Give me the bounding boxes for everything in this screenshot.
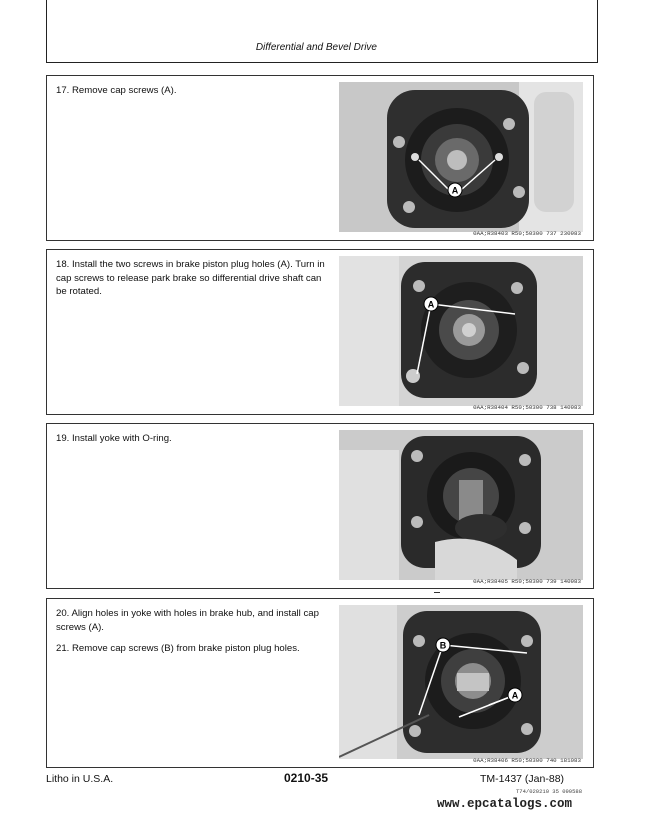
section-header [0,42,594,53]
step-17-photo [339,82,583,232]
step-19-panel [46,423,594,589]
step-18-instructions [56,258,331,307]
top-frame-right-rule [597,0,598,62]
step-19-photo-caption: 0AA;R38405 R50;50300 739 140983 [473,578,581,585]
watermark-link[interactable]: www.epcatalogs.com [437,797,573,811]
separator-mark [434,592,440,593]
step-17-instructions [56,84,331,106]
callout-a-label: A [451,185,459,196]
step-18-photo [339,256,583,406]
step-20-text: 20. Align holes in yoke with holes in brake hub, and install cap screws (A). [56,608,319,633]
manual-id: TM-1437 (Jan-88) [480,773,565,785]
step-17-photo-caption: 0AA;R38403 R50;50300 737 230983 [473,230,581,237]
step-20-21-photo-caption: 0AA;R38406 R50;50300 740 181083 [473,757,581,764]
step-19-text: 19. Install yoke with O-ring. [56,433,172,444]
step-21-text: 21. Remove cap screws (B) from brake piston plug holes. [56,643,300,654]
step-18-photo-caption: 0AA;R38404 R50;50300 738 140983 [473,404,581,411]
callout-a-label: A [427,299,435,310]
step-17-panel [46,75,594,241]
step-17-text: 17. Remove cap screws (A). [56,85,177,96]
step-19-instructions [56,432,331,454]
footer-code: T74/020210 35 090588 [516,788,583,795]
page-number: 0210-35 [284,771,329,785]
callout-b-label: B [439,640,447,651]
step-19-photo [339,430,583,580]
step-20-21-instructions [56,607,331,664]
top-frame-bottom-rule [46,62,598,63]
section-title: Differential and Bevel Drive [255,42,377,53]
step-18-panel [46,249,594,415]
step-20-21-panel [46,598,594,768]
step-18-text: 18. Install the two screws in brake piston plug holes (A). Turn in cap screws to release park brake so differential drive shaft can be rotated. [56,259,325,297]
footer-litho: Litho in U.S.A. [46,773,114,785]
callout-a-label: A [511,690,519,701]
step-20-21-photo [339,605,583,759]
